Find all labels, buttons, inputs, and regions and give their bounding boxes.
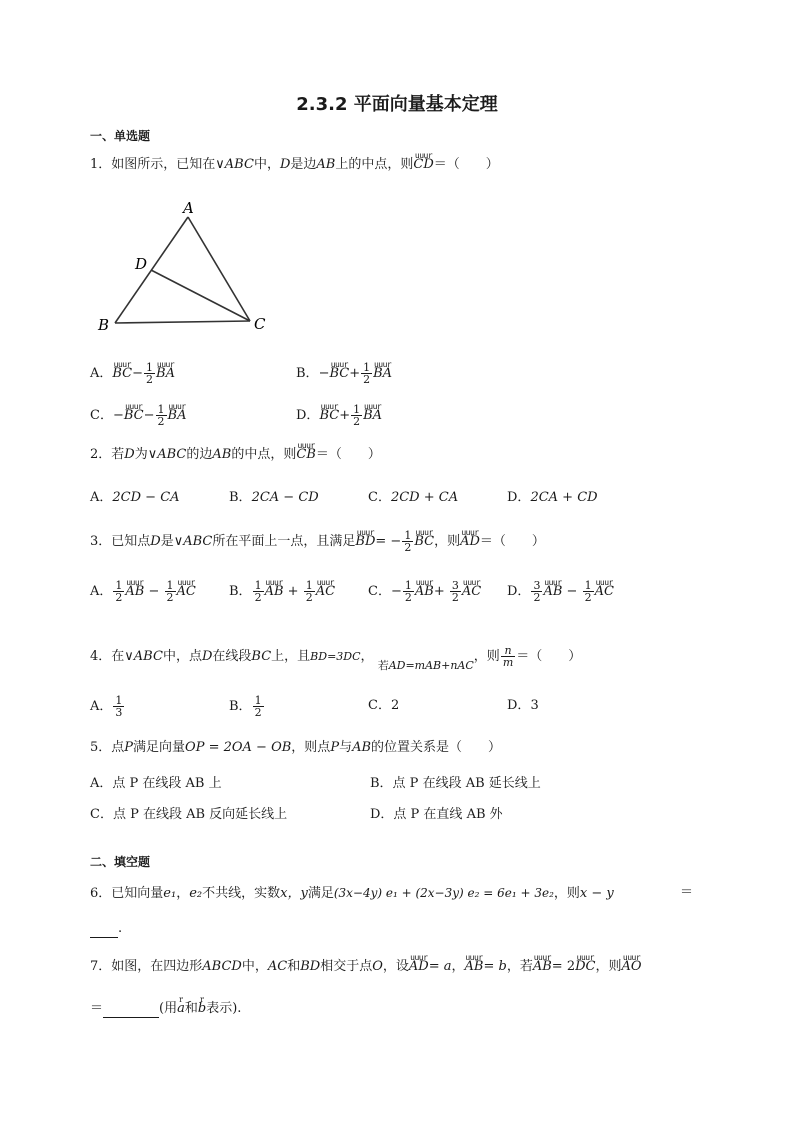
q5-option-c[interactable]: C．点 P 在线段 AB 反向延长线上 — [90, 807, 288, 822]
q1-tail: ＝（ ） — [433, 157, 499, 172]
page-title: 2.3.2 平面向量基本定理 — [296, 94, 498, 115]
side-bc — [115, 321, 250, 323]
question-5-stem: 5．点P满足向量OP = 2OA − OB，则点P与AB的位置关系是（ ） — [90, 740, 502, 755]
q1-text: 上的中点，则 — [335, 157, 414, 172]
q1-text: 中， — [253, 157, 280, 172]
q1-option-c[interactable]: C．−uuur BC− $\frac{1}{2}$ uuur BA — [90, 404, 186, 427]
question-6-stem: 6．已知向量e₁，e₂不共线，实数x，y满足(3x−4y) e₁ + (2x−3y) e₂ = 6e₁ + 3e₂，则x − y — [90, 886, 614, 901]
question-7-stem: 7．如图，在四边形ABCD中，AC和BD相交于点O，设uuur AD= a，uuur AB= b，若uuur AB= 2uuur DC，则uuur AO — [90, 958, 642, 976]
q1-segment-ab: AB — [316, 157, 336, 172]
q3-option-b[interactable]: B． $\frac{1}{2}$ uuur AB + $\frac{1}{2}$ uuur AC — [229, 580, 335, 603]
q2-option-a[interactable]: A．2CD − CA — [90, 490, 180, 505]
figure-label-b: B — [98, 316, 110, 334]
q2-option-b[interactable]: B．2CA − CD — [229, 490, 319, 505]
section-heading-fill-blank: 二、填空题 — [90, 855, 151, 869]
q2-option-d[interactable]: D．2CA + CD — [507, 490, 598, 505]
question-1-stem — [90, 156, 499, 174]
q7-answer-blank[interactable] — [103, 1003, 159, 1018]
q3-option-d[interactable]: D． $\frac{3}{2}$ uuur AB − $\frac{1}{2}$ uuur AC — [507, 580, 614, 603]
q5-option-d[interactable]: D．点 P 在直线 AB 外 — [370, 807, 503, 822]
fraction-half: $\frac{1}{2}$ — [353, 403, 361, 428]
figure-label-d: D — [135, 255, 148, 273]
question-4-stem: 4．在∨ABC中，点D在线段BC上，且BD=3DC， 若AD=mAB+nAC，则 $\frac{n}{m}$ ＝（ ） — [90, 644, 582, 672]
q4-option-a[interactable]: A． $\frac{1}{3}$ — [90, 694, 123, 719]
question-3-stem: 3．已知点D是∨ABC所在平面上一点，且满足uuur BD= − $\frac{1}{2}$ uuur BC，则uuur AD＝（ ） — [90, 530, 545, 553]
q1-point-d: D — [279, 157, 291, 172]
q3-option-a[interactable]: A． $\frac{1}{2}$ uuur AB − $\frac{1}{2}$ uuur AC — [90, 580, 196, 603]
q1-option-b[interactable]: B．−uuur BC+ $\frac{1}{2}$ uuur BA — [296, 362, 392, 385]
triangle-figure — [90, 195, 290, 345]
q2-option-c[interactable]: C．2CD + CA — [368, 490, 459, 505]
q5-option-a[interactable]: A．点 P 在线段 AB 上 — [90, 776, 222, 791]
q4-option-d[interactable]: D．3 — [507, 698, 539, 713]
q6-equals: ＝ — [680, 885, 694, 900]
q4-option-c[interactable]: C．2 — [368, 698, 400, 713]
fraction-half: $\frac{1}{2}$ — [157, 403, 165, 428]
section-heading-single-choice: 一、单选题 — [90, 129, 151, 143]
q1-vector-cd: uuur CD — [413, 156, 433, 174]
q4-option-b[interactable]: B． $\frac{1}{2}$ — [229, 694, 262, 719]
q6-answer-blank[interactable]: . — [90, 920, 122, 938]
q7-answer-line: ＝ (用r a和r b表示). — [90, 1000, 241, 1018]
fraction-half: $\frac{1}{2}$ — [363, 361, 371, 386]
q1-triangle: ∨ABC — [215, 157, 254, 172]
question-2-stem: 2．若D为∨ABC的边AB的中点，则uuur CB＝（ ） — [90, 446, 381, 464]
fraction-half: $\frac{1}{2}$ — [146, 361, 154, 386]
q1-option-d[interactable]: D．uuur BC+ $\frac{1}{2}$ uuur BA — [296, 404, 382, 427]
q2-vector-cb: uuur CB — [296, 446, 316, 464]
q1-prefix: 1．如图所示，已知在 — [90, 157, 216, 172]
q5-option-b[interactable]: B．点 P 在线段 AB 延长线上 — [370, 776, 541, 791]
figure-label-a: A — [183, 199, 194, 217]
q1-text: 是边 — [290, 157, 317, 172]
q1-option-a[interactable]: A．uuur BC− $\frac{1}{2}$ uuur BA — [90, 362, 175, 385]
figure-label-c: C — [254, 315, 266, 333]
q3-option-c[interactable]: C．− $\frac{1}{2}$ uuur AB+ $\frac{3}{2}$ uuur AC — [368, 580, 481, 603]
